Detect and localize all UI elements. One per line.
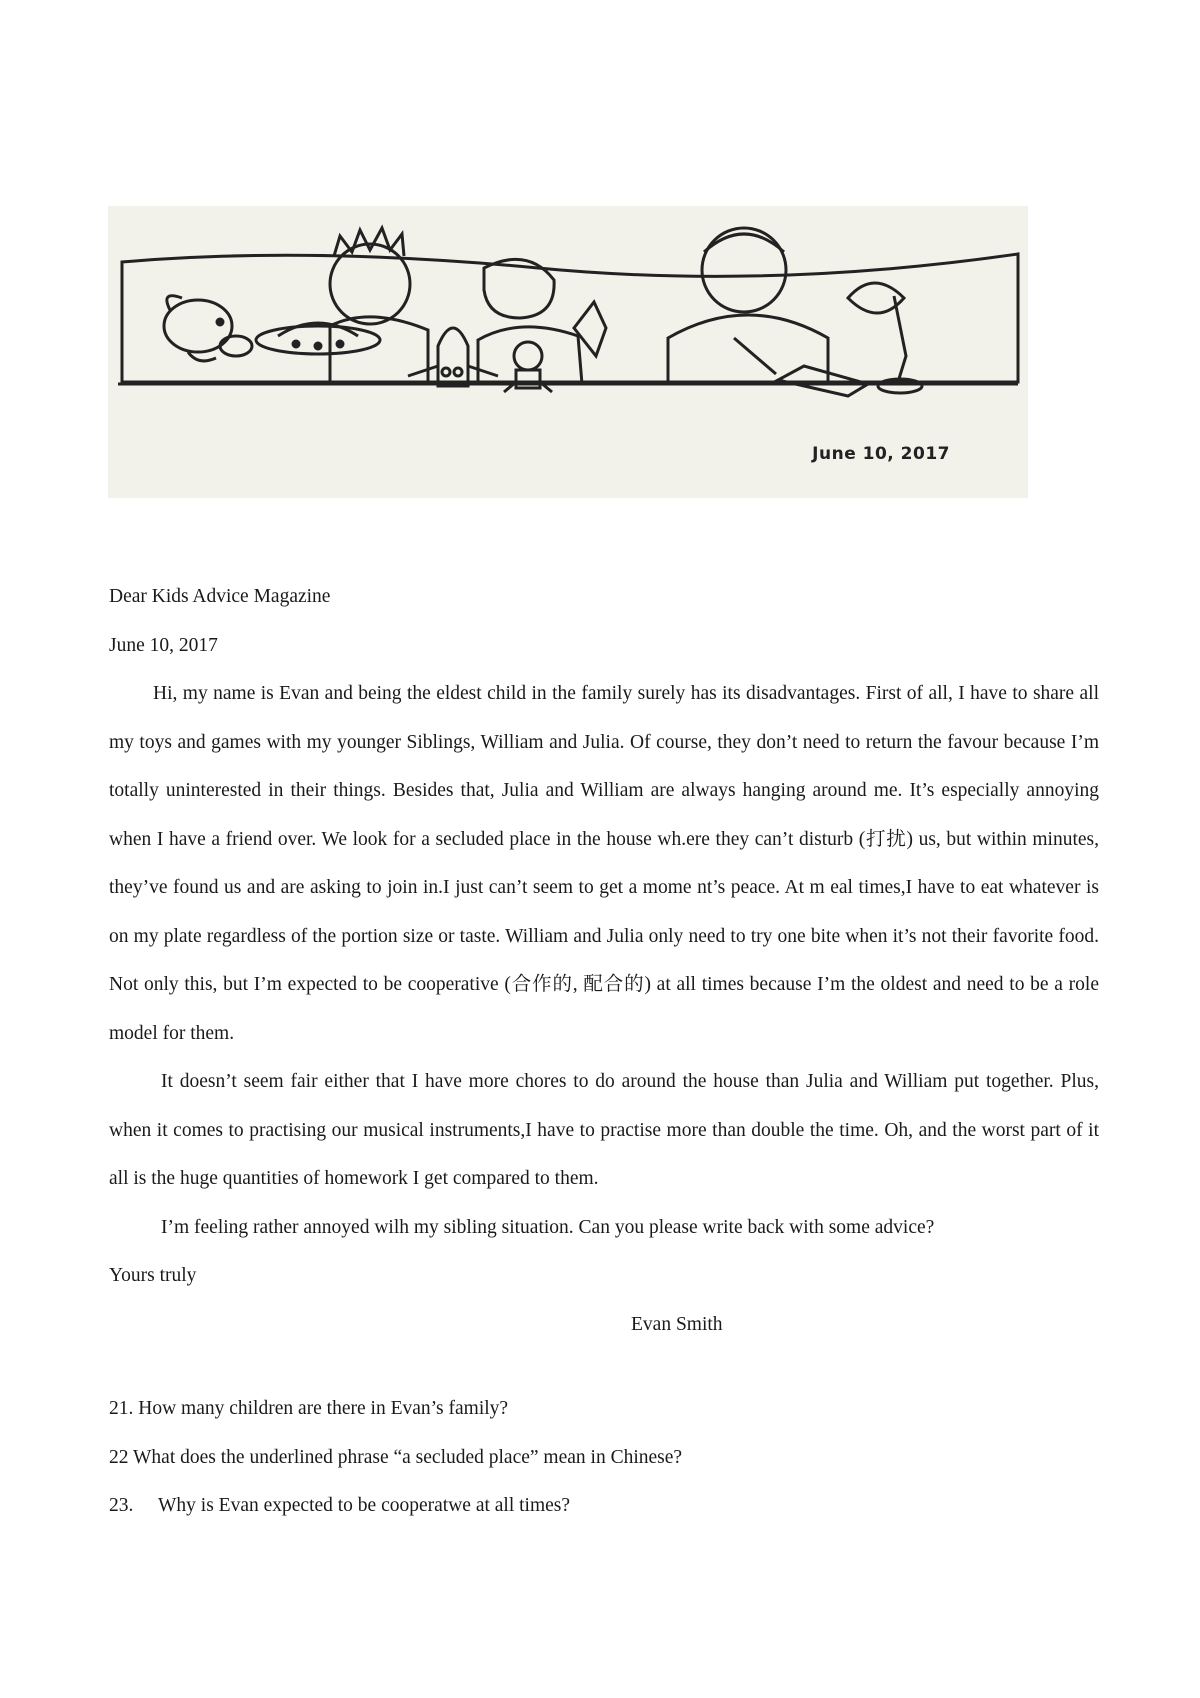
illustration-date: June 10, 2017: [812, 444, 950, 464]
question-22: [109, 1434, 682, 1483]
girl-figure: [478, 259, 606, 384]
header-illustration: [108, 206, 1028, 498]
question-number: 23.: [109, 1495, 134, 1516]
boy-writing: [668, 228, 868, 396]
question-text: Why is Evan expected to be cooperatwe at all times?: [158, 1495, 571, 1516]
letter-header: [109, 573, 1099, 670]
question-text: What does the underlined phrase “a secluded place” mean in Chinese?: [133, 1446, 683, 1468]
letter-date: June 10, 2017: [109, 634, 218, 656]
boy-with-ufo: [256, 228, 428, 384]
question-number: 22: [109, 1446, 129, 1468]
question-list: [109, 1385, 682, 1531]
letter-paragraph-2: It doesn’t seem fair either that I have more chores to do around the house than Julia and William put together. Plus, when it comes to practising our musical instruments,I have to practise more than double the time. Oh, and the worst part of it all is the huge quantities of homework I get compared to them.: [109, 1071, 1099, 1189]
wall-outline: [122, 254, 1018, 382]
question-21: [109, 1385, 682, 1434]
letter-paragraph-1: Hi, my name is Evan and being the eldest child in the family surely has its disadvantages. First of all, I have to share all my toys and games with my younger Siblings, William and Julia. Of course, they don’t need to return the favour because I’m totally uninterested in their things. Besides that, Julia and William are always hanging around me. It’s especially annoying when I have a friend over. We look for a secluded place in the house wh.ere they can’t disturb (打扰) us, but within minutes, they’ve found us and are asking to join in.I just can’t seem to get a mome nt’s peace. At m eal times,I have to eat whatever is on my plate regardless of the portion size or taste. William and Julia only need to try one bite when it’s not their favorite food. Not only this, but I’m expected to be cooperative (合作的, 配合的) at all times because I’m the oldest and need to be a role model for them.: [109, 683, 1099, 1044]
letter-body: [109, 670, 1099, 1349]
letter-closing: Yours truly: [109, 1265, 197, 1286]
desk-lamp: [848, 283, 922, 393]
letter-signature: Evan Smith: [631, 1313, 723, 1335]
letter-paragraph-3: I’m feeling rather annoyed wilh my sibling situation. Can you please write back with some advice?: [161, 1216, 935, 1238]
question-23: [109, 1482, 682, 1531]
letter-salutation: Dear Kids Advice Magazine: [109, 586, 331, 607]
question-text: How many children are there in Evan’s family?: [138, 1398, 509, 1419]
question-number: 21.: [109, 1398, 134, 1419]
dog-figure: [164, 296, 252, 361]
